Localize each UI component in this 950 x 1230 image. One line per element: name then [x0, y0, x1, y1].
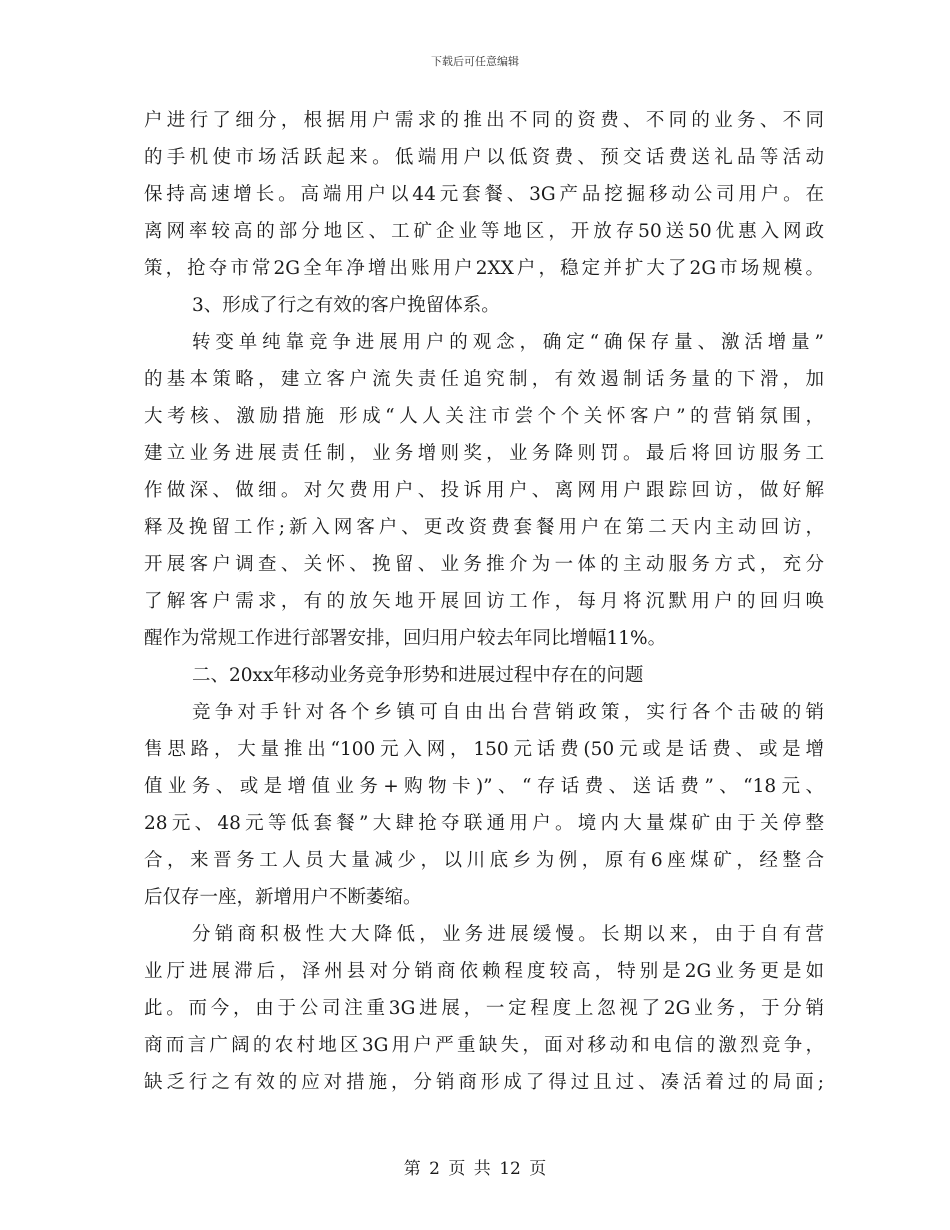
text-line: 的手机使市场活跃起来。低端用户以低资费、预交话费送礼品等活动 [144, 147, 824, 168]
text-line: 作做深、做细。对欠费用户、投诉用户、离网用户跟踪回访，做好解 [144, 480, 824, 501]
page-header-note: 下载后可任意编辑 [431, 55, 519, 68]
text-line: 转变单纯靠竞争进展用户的观念，确定“确保存量、激活增量” [192, 332, 824, 353]
text-line: 缺乏行之有效的应对措施，分销商形成了得过且过、凑活着过的局面; [144, 1072, 824, 1093]
text-line: 竞争对手针对各个乡镇可自由出台营销政策，实行各个击破的销 [192, 702, 824, 723]
text-line: 后仅存一座，新增用户不断萎缩。 [144, 887, 422, 908]
text-line: 商而言广阔的农村地区3G用户严重缺失，面对移动和电信的激烈竞争， [144, 1035, 824, 1056]
section-heading: 二、20xx年移动业务竞争形势和进展过程中存在的问题 [192, 665, 644, 686]
text-line: 合，来晋务工人员大量减少，以川底乡为例，原有6座煤矿，经整合 [144, 850, 824, 871]
text-line: 此。而今，由于公司注重3G进展，一定程度上忽视了2G业务，于分销 [144, 998, 824, 1019]
text-line: 分销商积极性大大降低，业务进展缓慢。长期以来，由于自有营 [192, 924, 824, 945]
text-line: 离网率较高的部分地区、工矿企业等地区，开放存50送50优惠入网政 [144, 221, 824, 242]
text-line: 业厅进展滞后，泽州县对分销商依赖程度较高，特别是2G业务更是如 [144, 961, 824, 982]
text-line: 的基本策略，建立客户流失责任追究制，有效遏制话务量的下滑，加 [144, 369, 824, 390]
text-line: 售思路，大量推出“100元入网，150元话费(50元或是话费、或是增 [144, 739, 824, 760]
text-line: 建立业务进展责任制，业务增则奖，业务降则罚。最后将回访服务工 [144, 443, 824, 464]
text-line: 保持高速增长。高端用户以44元套餐、3G产品挖掘移动公司用户。在 [144, 184, 824, 205]
section-heading: 3、形成了行之有效的客户挽留体系。 [192, 295, 500, 316]
text-line: 大考核、激励措施 形成“人人关注市尝个个关怀客户”的营销氛围， [144, 406, 824, 427]
text-line: 值业务、或是增值业务+购物卡)”、“存话费、送话费”、“18元、 [144, 776, 824, 797]
text-line: 醒作为常规工作进行部署安排，回归用户较去年同比增幅11%。 [144, 628, 667, 649]
text-line: 户进行了细分，根据用户需求的推出不同的资费、不同的业务、不同 [144, 110, 824, 131]
document-body [144, 102, 824, 1101]
text-line: 策，抢夺市常2G全年净增出账用户2XX户，稳定并扩大了2G市场规模。 [144, 258, 824, 279]
page-footer-number: 第 2 页 共 12 页 [403, 1159, 547, 1179]
text-line: 释及挽留工作;新入网客户、更改资费套餐用户在第二天内主动回访， [144, 517, 824, 538]
text-line: 开展客户调查、关怀、挽留、业务推介为一体的主动服务方式，充分 [144, 554, 824, 575]
text-line: 28元、48元等低套餐”大肆抢夺联通用户。境内大量煤矿由于关停整 [144, 813, 824, 834]
text-line: 了解客户需求，有的放矢地开展回访工作，每月将沉默用户的回归唤 [144, 591, 824, 612]
